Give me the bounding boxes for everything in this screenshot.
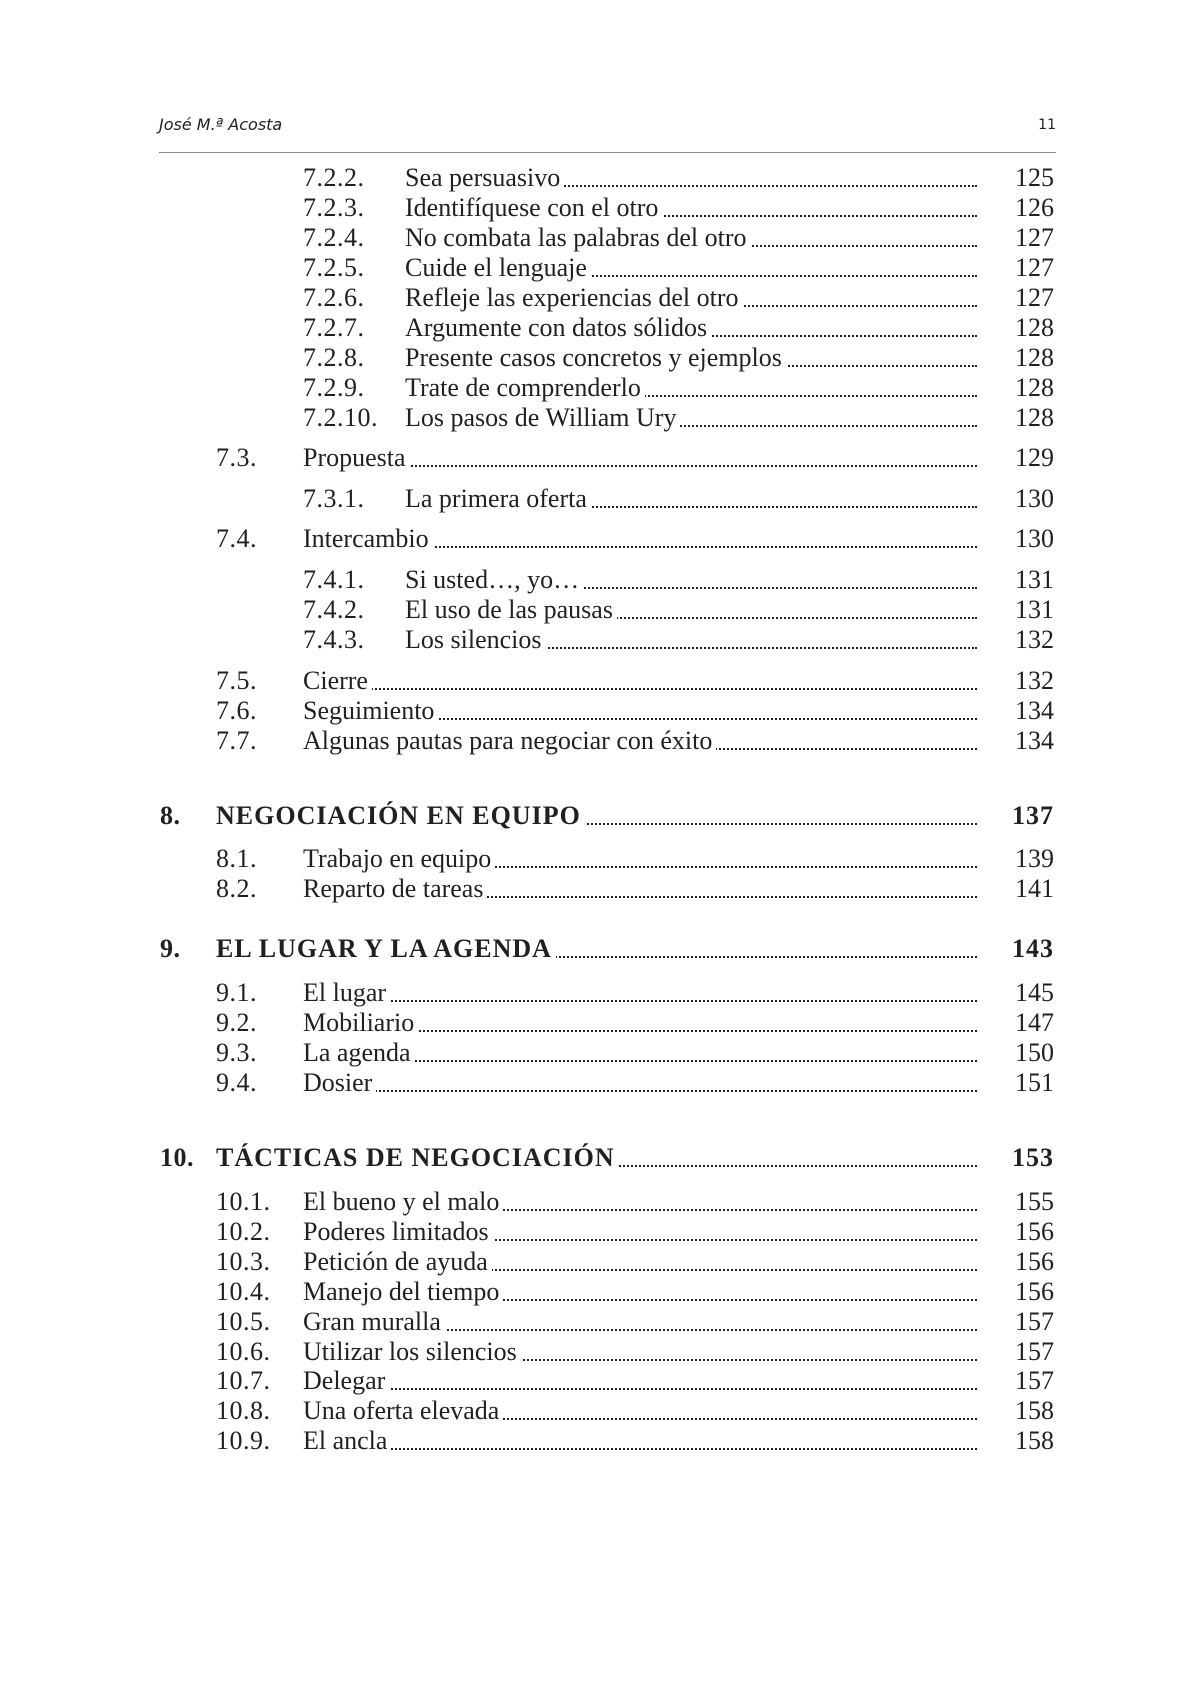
toc-section-number: 10.3.: [216, 1247, 271, 1276]
toc-entry: [405, 312, 977, 344]
toc-entry: [303, 1216, 977, 1248]
toc-page-number: 128: [1015, 343, 1054, 372]
toc-section-number: 7.3.1.: [303, 484, 365, 513]
toc-entry: [303, 1007, 977, 1039]
toc-page-number: 128: [1015, 373, 1054, 402]
toc-title: El lugar: [303, 978, 390, 1007]
toc-entry: [303, 665, 977, 697]
toc-title: Algunas pautas para negociar con éxito: [303, 726, 716, 755]
toc-entry-row: [0, 372, 1182, 404]
toc-page-number: 157: [1015, 1366, 1054, 1395]
toc-title: NEGOCIACIÓN EN EQUIPO: [216, 801, 585, 830]
toc-chapter-row: [0, 1142, 1182, 1174]
toc-page-number: 156: [1015, 1277, 1054, 1306]
toc-entry-row: [0, 564, 1182, 596]
toc-entry-row: [0, 342, 1182, 374]
toc-page-number: 157: [1015, 1337, 1054, 1366]
toc-entry: [405, 594, 977, 626]
toc-entry-row: [0, 1425, 1182, 1457]
toc-title: Dosier: [303, 1068, 376, 1097]
toc-entry: [303, 725, 977, 757]
toc-entry-row: [0, 1306, 1182, 1338]
toc-entry: [303, 1306, 977, 1338]
toc-section-number: 9.1.: [216, 978, 257, 1007]
toc-page-number: 126: [1015, 193, 1054, 222]
toc-entry-row: [0, 312, 1182, 344]
toc-section-number: 9.: [160, 934, 181, 963]
toc-page-number: 127: [1015, 283, 1054, 312]
toc-title: Una oferta elevada: [303, 1396, 503, 1425]
toc-entry: [303, 977, 977, 1009]
toc-entry: [303, 1365, 977, 1397]
toc-title: Trabajo en equipo: [303, 844, 495, 873]
toc-entry-row: [0, 1007, 1182, 1039]
toc-section-number: 7.2.7.: [303, 313, 365, 342]
toc-entry: [405, 342, 977, 374]
toc-title: Propuesta: [303, 443, 410, 472]
toc-section-number: 10.1.: [216, 1187, 271, 1216]
toc-entry: [303, 523, 977, 555]
toc-entry-row: [0, 977, 1182, 1009]
toc-entry-row: [0, 192, 1182, 224]
toc-entry-row: [0, 695, 1182, 727]
toc-title: Reparto de tareas: [303, 874, 487, 903]
toc-title: Utilizar los silencios: [303, 1337, 521, 1366]
toc-section-number: 10.7.: [216, 1366, 271, 1395]
toc-section-number: 9.3.: [216, 1038, 257, 1067]
toc-entry: [405, 252, 977, 284]
running-header: [159, 112, 1056, 153]
toc-title: Mobiliario: [303, 1008, 418, 1037]
toc-title: Sea persuasivo: [405, 163, 564, 192]
toc-entry: [405, 162, 977, 194]
toc-entry-row: [0, 665, 1182, 697]
toc-entry-row: [0, 483, 1182, 515]
toc-title: Los silencios: [405, 625, 546, 654]
toc-entry: [216, 933, 977, 965]
toc-page-number: 130: [1015, 484, 1054, 513]
toc-section-number: 7.6.: [216, 696, 257, 725]
toc-section-number: 7.2.10.: [303, 403, 378, 432]
page-number: 11: [1038, 117, 1056, 133]
toc-entry: [303, 442, 977, 474]
toc-entry-row: [0, 594, 1182, 626]
toc-title: TÁCTICAS DE NEGOCIACIÓN: [216, 1143, 619, 1172]
toc-section-number: 7.5.: [216, 666, 257, 695]
toc-page-number: 157: [1015, 1307, 1054, 1336]
toc-title: Los pasos de William Ury: [405, 403, 680, 432]
toc-page-number: 150: [1015, 1038, 1054, 1067]
toc-entry-row: [0, 1216, 1182, 1248]
toc-entry: [303, 1425, 977, 1457]
toc-entry-row: [0, 873, 1182, 905]
toc-section-number: 9.2.: [216, 1008, 257, 1037]
toc-entry: [216, 800, 977, 832]
toc-entry-row: [0, 1395, 1182, 1427]
dot-leader: [303, 1000, 977, 1002]
toc-title: Intercambio: [303, 524, 433, 553]
toc-title: El bueno y el malo: [303, 1187, 503, 1216]
toc-page-number: 128: [1015, 313, 1054, 342]
toc-entry: [303, 1276, 977, 1308]
toc-title: Manejo del tiempo: [303, 1277, 503, 1306]
toc-page-number: 158: [1015, 1396, 1054, 1425]
toc-section-number: 7.2.9.: [303, 373, 365, 402]
toc-entry: [303, 843, 977, 875]
toc-entry-row: [0, 1336, 1182, 1368]
toc-title: Poderes limitados: [303, 1217, 493, 1246]
toc-page-number: 139: [1015, 844, 1054, 873]
toc-chapter-row: [0, 933, 1182, 965]
toc-page-number: 141: [1015, 874, 1054, 903]
toc-entry-row: [0, 162, 1182, 194]
toc-section-number: 10.4.: [216, 1277, 271, 1306]
toc-entry-row: [0, 252, 1182, 284]
toc-entry-row: [0, 523, 1182, 555]
toc-section-number: 7.2.6.: [303, 283, 365, 312]
toc-title: Gran muralla: [303, 1307, 445, 1336]
toc-title: El uso de las pausas: [405, 595, 617, 624]
toc-page-number: 128: [1015, 403, 1054, 432]
toc-entry-row: [0, 624, 1182, 656]
toc-section-number: 9.4.: [216, 1068, 257, 1097]
toc-entry-row: [0, 1067, 1182, 1099]
toc-entry: [303, 1246, 977, 1278]
toc-page-number: 134: [1015, 726, 1054, 755]
toc-entry: [303, 695, 977, 727]
dot-leader: [303, 1388, 977, 1390]
toc-section-number: 10.2.: [216, 1217, 271, 1246]
toc-title: Si usted…, yo…: [405, 565, 583, 594]
toc-section-number: 10.6.: [216, 1337, 271, 1366]
toc-entry: [303, 1336, 977, 1368]
toc-entry: [303, 1037, 977, 1069]
dot-leader: [303, 1448, 977, 1450]
toc-section-number: 7.4.: [216, 524, 257, 553]
toc-title: Argumente con datos sólidos: [405, 313, 711, 342]
toc-section-number: 7.2.8.: [303, 343, 365, 372]
toc-title: La primera oferta: [405, 484, 591, 513]
toc-title: Trate de comprenderlo: [405, 373, 645, 402]
toc-title: El ancla: [303, 1426, 391, 1455]
toc-page-number: 143: [1012, 934, 1054, 963]
toc-section-number: 8.: [160, 801, 181, 830]
toc-entry: [303, 873, 977, 905]
toc-section-number: 7.4.3.: [303, 625, 365, 654]
toc-entry-row: [0, 725, 1182, 757]
toc-section-number: 7.2.5.: [303, 253, 365, 282]
toc-page-number: 134: [1015, 696, 1054, 725]
toc-title: Identifíquese con el otro: [405, 193, 662, 222]
toc-page-number: 156: [1015, 1217, 1054, 1246]
toc-section-number: 7.7.: [216, 726, 257, 755]
toc-page-number: 151: [1015, 1068, 1054, 1097]
toc-entry: [405, 624, 977, 656]
toc-entry: [405, 372, 977, 404]
toc-section-number: 10.: [160, 1143, 194, 1172]
toc-section-number: 10.8.: [216, 1396, 271, 1425]
dot-leader: [303, 1090, 977, 1092]
toc-entry-row: [0, 1246, 1182, 1278]
toc-entry: [303, 1395, 977, 1427]
toc-title: Seguimiento: [303, 696, 438, 725]
toc-section-number: 7.2.3.: [303, 193, 365, 222]
toc-page-number: 132: [1015, 666, 1054, 695]
toc-entry-row: [0, 1276, 1182, 1308]
dot-leader: [303, 688, 977, 690]
toc-section-number: 10.5.: [216, 1307, 271, 1336]
toc-page-number: 131: [1015, 595, 1054, 624]
toc-title: EL LUGAR Y LA AGENDA: [216, 934, 556, 963]
toc-section-number: 10.9.: [216, 1426, 271, 1455]
toc-title: Cuide el lenguaje: [405, 253, 591, 282]
toc-title: Petición de ayuda: [303, 1247, 492, 1276]
toc-page-number: 125: [1015, 163, 1054, 192]
toc-page-number: 129: [1015, 443, 1054, 472]
toc-page-number: 155: [1015, 1187, 1054, 1216]
toc-page-number: 145: [1015, 978, 1054, 1007]
toc-entry-row: [0, 282, 1182, 314]
toc-section-number: 7.4.1.: [303, 565, 365, 594]
toc-page-number: 127: [1015, 253, 1054, 282]
toc-title: Presente casos concretos y ejemplos: [405, 343, 786, 372]
toc-entry-row: [0, 843, 1182, 875]
toc-entry-row: [0, 1037, 1182, 1069]
toc-page-number: 127: [1015, 223, 1054, 252]
toc-page-number: 156: [1015, 1247, 1054, 1276]
toc-title: La agenda: [303, 1038, 415, 1067]
toc-title: No combata las palabras del otro: [405, 223, 751, 252]
toc-entry: [303, 1186, 977, 1218]
toc-section-number: 8.2.: [216, 874, 257, 903]
toc-page-number: 130: [1015, 524, 1054, 553]
toc-section-number: 7.2.4.: [303, 223, 365, 252]
toc-entry-row: [0, 402, 1182, 434]
toc-entry: [405, 564, 977, 596]
toc-entry-row: [0, 1186, 1182, 1218]
toc-section-number: 7.3.: [216, 443, 257, 472]
toc-page-number: 137: [1012, 801, 1054, 830]
toc-title: Cierre: [303, 666, 372, 695]
toc-entry: [405, 402, 977, 434]
toc-chapter-row: [0, 800, 1182, 832]
toc-entry: [405, 483, 977, 515]
toc-section-number: 8.1.: [216, 844, 257, 873]
toc-page-number: 131: [1015, 565, 1054, 594]
toc-section-number: 7.2.2.: [303, 163, 365, 192]
toc-title: Delegar: [303, 1366, 389, 1395]
toc-entry: [405, 282, 977, 314]
toc-entry-row: [0, 1365, 1182, 1397]
toc-entry: [405, 222, 977, 254]
toc-entry: [303, 1067, 977, 1099]
author-name: José M.ª Acosta: [159, 115, 283, 134]
toc-entry: [405, 192, 977, 224]
toc-page-number: 158: [1015, 1426, 1054, 1455]
toc-page-number: 132: [1015, 625, 1054, 654]
toc-entry: [216, 1142, 977, 1174]
toc-entry-row: [0, 442, 1182, 474]
toc-section-number: 7.4.2.: [303, 595, 365, 624]
toc-entry-row: [0, 222, 1182, 254]
toc-page-number: 153: [1012, 1143, 1054, 1172]
toc-title: Refleje las experiencias del otro: [405, 283, 743, 312]
toc-page-number: 147: [1015, 1008, 1054, 1037]
